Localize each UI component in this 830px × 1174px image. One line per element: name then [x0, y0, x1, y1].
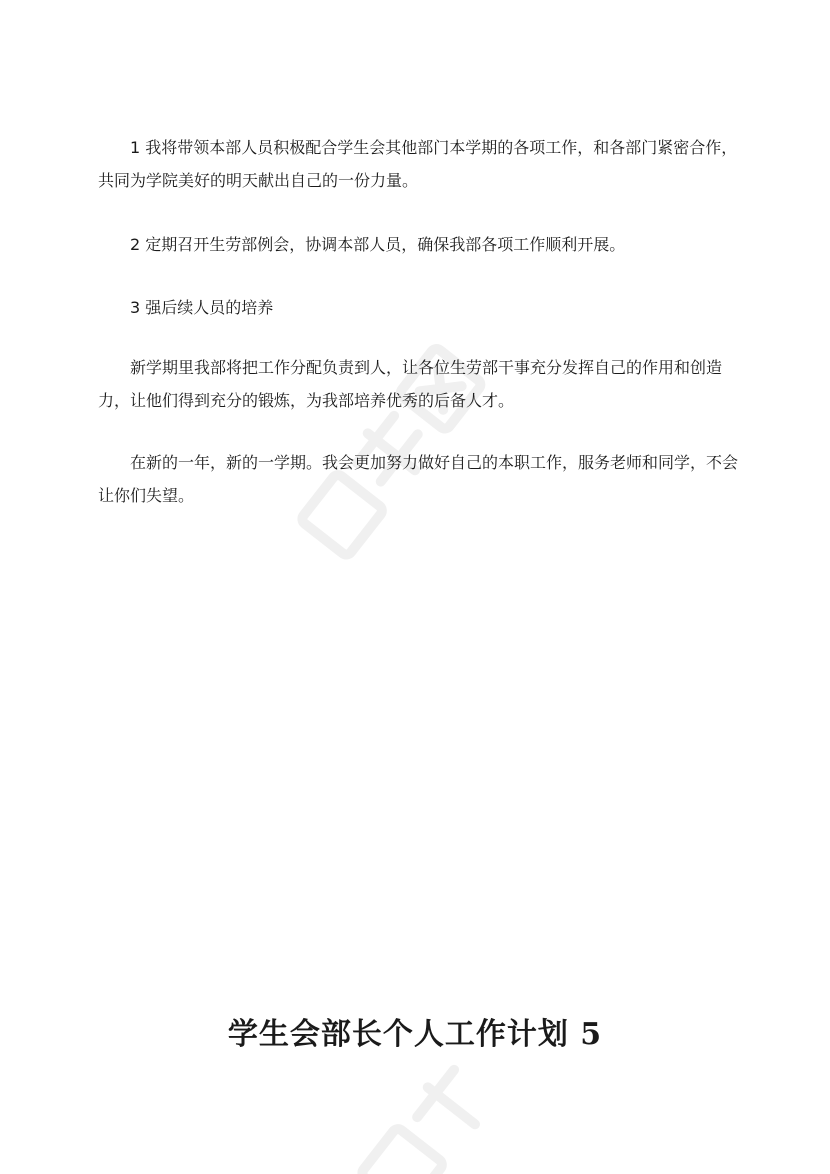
paragraph-5: 在新的一年，新的一学期。我会更加努力做好自己的本职工作，服务老师和同学，不会让你们失望。 [98, 453, 739, 505]
paragraph-2: 2 定期召开生劳部例会，协调本部人员，确保我部各项工作顺利开展。 [130, 235, 626, 254]
section-heading: 学生会部长个人工作计划 5 [227, 1017, 603, 1052]
paragraph-4: 新学期里我部将把工作分配负责到人，让各位生劳部干事充分发挥自己的作用和创造力，让他们得到充分的锻炼，为我部培养优秀的后备人才。 [98, 358, 723, 410]
paragraph-1: 1 我将带领本部人员积极配合学生会其他部门本学期的各项工作，和各部门紧密合作，共同为学院美好的明天献出自己的一份力量。 [98, 138, 738, 190]
paragraph-3: 3 强后续人员的培养 [130, 298, 274, 317]
